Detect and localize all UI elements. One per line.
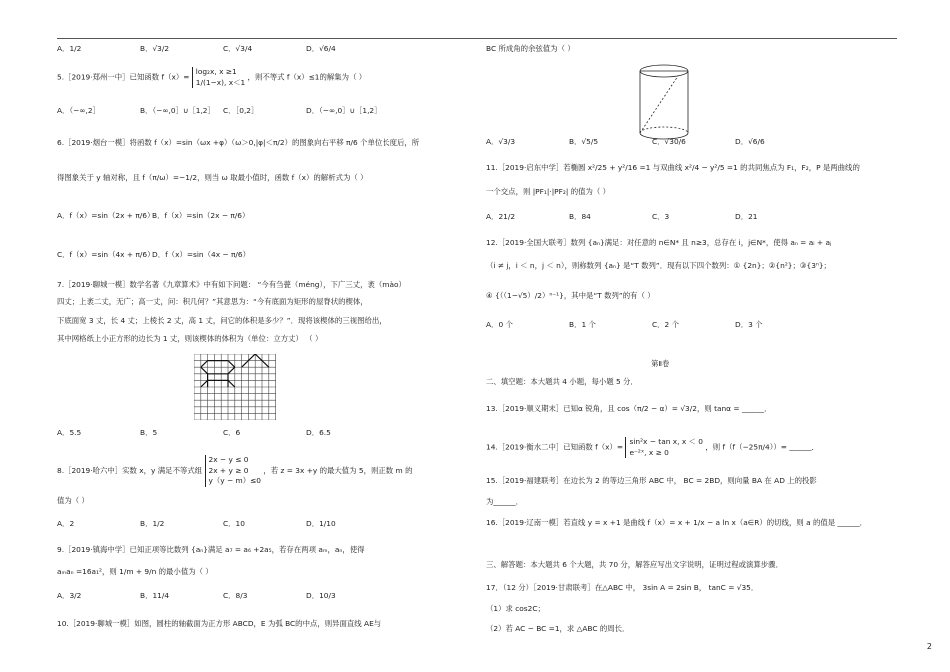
q5-option-d: D．（−∞,0］∪［1,2］: [306, 106, 382, 115]
q12-option-a: A．0 个: [486, 320, 513, 329]
q4-option-d: D．√6/4: [306, 44, 336, 53]
q11-option-b: B．84: [569, 212, 591, 221]
q5-option-c: C．［0,2］: [223, 106, 259, 115]
q11-line1: 11.［2019·启东中学］若椭圆 x²/25 + y²/16 =1 与双曲线 x²/4 − y²/5 =1 的共同焦点为 F₁，F₂，P 是两曲线的: [486, 163, 860, 172]
q8-line2: 值为（ ）: [57, 496, 89, 505]
q8-option-a: A．2: [57, 519, 75, 528]
q14: 14.［2019·衡水二中］已知函数 f（x）= sin²x − tan x, x ＜ 0 e⁻²ˣ, x ≥ 0 ，则 f（f（−25π/4））= ______．: [486, 437, 819, 457]
q8-option-d: D．1/10: [306, 519, 336, 528]
q6-line2: 得图象关于 y 轴对称，且 f（π/ω）=−1/2，则当 ω 取最小值时，函数 f（x）的解析式为（ ）: [57, 173, 368, 182]
q5-option-a: A．（−∞,2］: [57, 106, 100, 115]
q17-line1: 17．（12 分）［2019·甘肃联考］在△ABC 中， 3sin A = 2sin B， tanC = √35．: [486, 583, 759, 592]
q10-line2: BC 所成角的余弦值为（ ）: [486, 44, 575, 53]
solve-header: 三、解答题：本大题共 6 个大题，共 70 分，解答应写出文字说明，证明过程或演算步骤．: [486, 560, 783, 569]
q11-line2: 一个交点，则 |PF₁|·|PF₂| 的值为（ ）: [486, 187, 610, 196]
three-view-grid-figure: [194, 354, 276, 420]
q7-option-d: D．6.5: [306, 428, 331, 437]
q9-option-d: D．10/3: [306, 591, 336, 600]
q17-part1: （1）求 cos2C；: [486, 604, 545, 613]
q9-option-b: B．11/4: [140, 591, 170, 600]
q6-option-c: C．f（x）=sin（4x + π/6）: [57, 250, 155, 259]
q12-option-c: C．2 个: [652, 320, 679, 329]
q16: 16.［2019·辽南一模］若直线 y = x +1 是曲线 f（x）= x + 1/x − a ln x（a∈R）的切线，则 a 的值是 ______．: [486, 518, 868, 527]
q9-option-a: A．3/2: [57, 591, 82, 600]
q6-line1: 6.［2019·烟台一模］将函数 f（x）=sin（ωx +φ）（ω＞0,|φ|＜π/2）的图象向右平移 π/6 个单位长度后，所: [57, 138, 420, 147]
q10-option-d: D．√6/6: [735, 137, 765, 146]
q11-option-a: A．21/2: [486, 212, 516, 221]
q6-option-a: A．f（x）=sin（2x + π/6）: [57, 211, 155, 220]
q12-option-d: D．3 个: [735, 320, 763, 329]
q12-line1: 12.［2019·全国大联考］数列 {aₙ}满足：对任意的 n∈N* 且 n≥3，总存在 i，j∈N*，使得 aₙ = aᵢ + aⱼ: [486, 238, 832, 247]
q12-line3: ④ {（（1−√5）/2）ⁿ⁻¹}，其中是“T 数列”的有（ ）: [486, 291, 655, 300]
cylinder-figure: [633, 59, 695, 145]
q6-option-d: D．f（x）=sin（4x − π/6）: [152, 250, 251, 259]
q15-line1: 15.［2019·福建联考］在边长为 2 的等边三角形 ABC 中， BC = 2BD，则向量 BA 在 AD 上的投影: [486, 476, 817, 485]
q7-line4: 其中网格纸上小正方形的边长为 1 丈，则该楔体的体积为（单位：立方丈） （ ）: [57, 334, 323, 343]
q8-option-b: B．1/2: [140, 519, 165, 528]
q7-line1: 7.［2019·聊城一模］数学名著《九章算术》中有如下问题： “今有刍甍（méng），下广三丈，袤（mào）: [57, 280, 406, 289]
q15-line2: 为______．: [486, 497, 523, 506]
header-rule: [57, 38, 897, 39]
q13: 13.［2019·顺义期末］已知α 锐角，且 cos（π/2 − α）= √3/2，则 tanα = ______．: [486, 404, 772, 413]
q8-stem: 8.［2019·哈六中］实数 x，y 满足不等式组 2x − y ≤ 0 2x + y ≥ 0 y（y − m）≤0 ，若 z = 3x +y 的最大值为 5，则正数 m 的: [57, 455, 413, 486]
fill-in-header: 二、填空题：本大题共 4 小题，每小题 5 分．: [486, 377, 638, 386]
q4-option-a: A．1/2: [57, 44, 82, 53]
q12-line2: （i ≠ j，i ＜ n，j ＜ n），则称数列 {aₙ} 是“T 数列”．现有以下四个数列：① {2n}；②{n²}；③{3ⁿ}；: [486, 261, 831, 270]
q10-line1: 10.［2019·聊城一模］如图，圆柱的轴截面为正方形 ABCD，E 为弧 BC的中点，则异面直线 AE与: [57, 619, 382, 628]
q10-option-c: C．√30/6: [652, 137, 686, 146]
q4-option-b: B．√3/2: [140, 44, 170, 53]
q7-option-a: A．5.5: [57, 428, 82, 437]
q11-option-c: C．3: [652, 212, 670, 221]
q5-stem: 5.［2019·郑州一中］已知函数 f（x）= log₂x, x ≥1 1/(1−x), x＜1 ，则不等式 f（x）≤1的解集为（ ）: [57, 67, 367, 87]
q12-option-b: B．1 个: [569, 320, 596, 329]
q11-option-d: D．21: [735, 212, 758, 221]
q7-line3: 下底面宽 3 丈，长 4 丈；上棱长 2 丈，高 1 丈，问它的体积是多少？”．现将该楔体的三视图给出，: [57, 316, 387, 325]
q9-option-c: C．8/3: [223, 591, 248, 600]
q17-part2: （2）若 AC − BC =1，求 △ABC 的周长．: [486, 624, 630, 633]
q10-option-a: A．√3/3: [486, 137, 516, 146]
q5-option-b: B．（−∞,0］∪［1,2］: [140, 106, 215, 115]
q10-option-b: B．√5/5: [569, 137, 599, 146]
q4-option-c: C．√3/4: [223, 44, 253, 53]
q9-line2: aₘaₙ =16a₁²，则 1/m + 9/n 的最小值为（ ）: [57, 567, 213, 576]
q9-line1: 9.［2019·镇海中学］已知正项等比数列 {aₙ}满足 a₇ = a₆ +2a₅，若存在两项 aₘ，aₙ，使得: [57, 545, 365, 554]
q6-option-b: B．f（x）=sin（2x − π/6）: [152, 211, 250, 220]
q7-option-b: B．5: [140, 428, 158, 437]
q8-option-c: C．10: [223, 519, 245, 528]
q7-line2: 四丈；上袤二丈，无广；高一丈，问：积几何？”其意思为：“今有底面为矩形的屋脊状的楔体，: [57, 297, 368, 306]
page-number: 2: [926, 642, 932, 651]
section-2-title: 第Ⅱ卷: [651, 359, 670, 368]
q7-option-c: C．6: [223, 428, 241, 437]
